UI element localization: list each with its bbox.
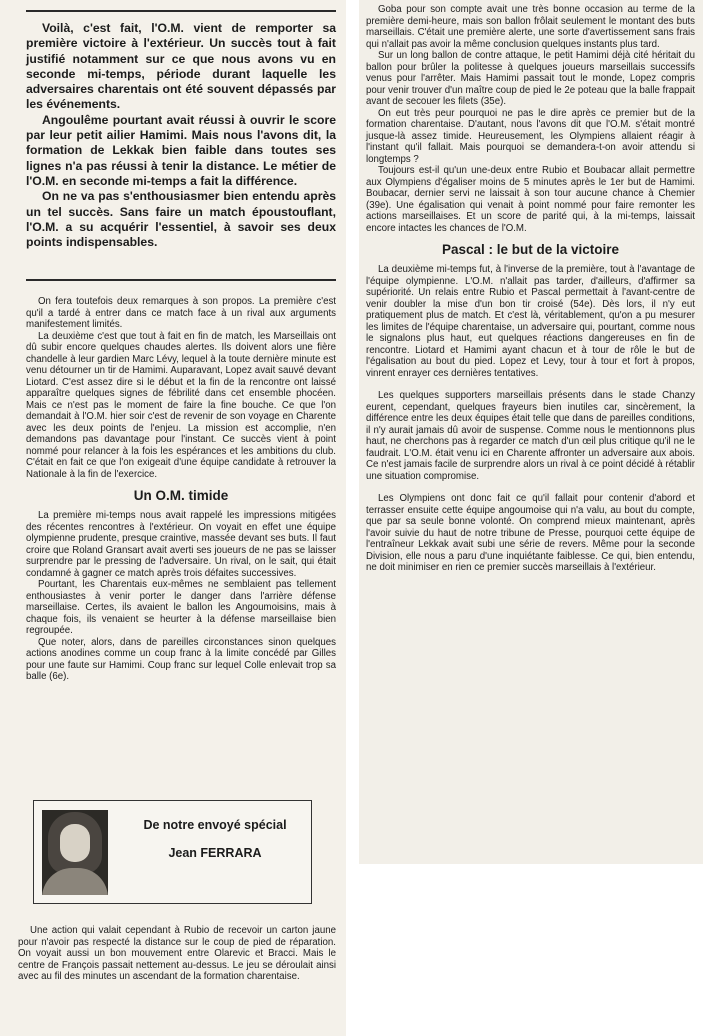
body-paragraph: Les quelques supporters marseillais présents dans le stade Chanzy eurent, cependant, quelques frayeurs bien inutiles car, sincèrement, la différence entre les deux équipes était telle que dans de pareilles conditions, il n'y aurait jamais dû avoir de suspense. Comme nous le mentionnons plus haut, ne cherchons pas à regarder ce match d'un œil plus critique qu'il ne le faudrait. L'O.M. était venu ici en Charente affronter un adversaire aux abois. Ce n'est jamais facile de surprendre alors un rival à ce point décidé à rétablir une situation compromise.: [366, 390, 695, 482]
body-paragraph: La deuxième c'est que tout à fait en fin de match, les Marseillais ont dû subir encore quelques chaudes alertes. Ils doivent alors une fière chandelle à leur gardien Marc Lévy, lequel à la toute dernière minute est venu détourner un tir de Hamimi. Auparavant, Lopez avait sauvé devant Liotard. C'est assez dire si le début et la fin de la rencontre ont laissé apparaître quelques signes de fébrilité dans cet ensemble phocéen. Mais ce n'est pas le moment de faire la fine bouche. Ce que l'on demandait à l'O.M. hier soir c'est de revenir de son voyage en Charente avec les deux points de l'enjeu. La mission est accomplie, n'en demandons pas davantage pour l'instant. Ce succès vient à point nommé pour relancer à la fois les espérances et les ambitions du club. C'était en fait ce que l'on exigeait d'une équipe candidate à retrouver la Nationale à la fin de l'exercice.: [26, 330, 336, 480]
left-column: [26, 296, 336, 683]
intro-paragraph: Angoulême pourtant avait réussi à ouvrir le score par leur petit ailier Hamimi. Mais nous l'avons dit, la formation de Lekkak bien faible dans toutes ses lignes n'a pas réussi à tenir la distance. Le métier de l'O.M. en seconde mi-temps a fait la différence.: [26, 112, 336, 188]
byline-author: Jean FERRARA: [168, 846, 262, 860]
body-paragraph: Goba pour son compte avait une très bonne occasion au terme de la première demi-heure, mais son ballon frôlait seulement le montant des buts marseillais. C'était une première alerte, une sorte d'avertissement sans frais qui n'allait pas avoir la même conclusion quelques instants plus tard.: [366, 4, 695, 50]
body-paragraph: On eut très peur pourquoi ne pas le dire après ce premier but de la formation charentaise. D'autant, nous l'avons dit que l'O.M. s'était montré jusque-là assez timide. Heureusement, les Olympiens allaient réagir à l'instant qu'il fallait. Mais pourquoi se demandera-t-on avoir attendu si longtemps ?: [366, 107, 695, 165]
right-column: [366, 4, 695, 574]
body-paragraph: Pourtant, les Charentais eux-mêmes ne semblaient pas tellement enthousiastes à venir porter le danger dans l'arrière défense marseillaise. Certes, ils avaient le ballon les Angoumoisins, mais à chaque fois, ils venaient se heurter à la défense marseillaise bien regroupée.: [26, 579, 336, 636]
byline-box: [33, 800, 312, 904]
author-photo: [42, 810, 108, 895]
intro-paragraph: Voilà, c'est fait, l'O.M. vient de remporter sa première victoire à l'extérieur. Un succès tout à fait justifié notamment sur ce que nous avons vu en seconde mi-temps, période durant laquelle les adversaires charentais ont été souvent dépassés par les événements.: [26, 21, 336, 112]
body-paragraph: La deuxième mi-temps fut, à l'inverse de la première, tout à l'avantage de l'équipe olympienne. L'O.M. n'allait pas tarder, d'ailleurs, d'affirmer sa supériorité. Un relais entre Rubio et Pascal permettait à l'avant-centre de venir doubler la mise d'un bon tir croisé (54e). Dès lors, il n'y eut pratiquement plus de match. Et c'est là, véritablement, qu'on a pu mesurer les limites de l'équipe charentaise, un adversaire qui, pourtant, comme nous le signalons plus haut, eut quelques réactions dangereuses en fin de rencontre. Liotard et Hamimi ayant chacun et à tour de rôle le but de l'égalisation au bout du pied. Lopez et Levy, tour à tour et fort à propos, vinrent enrayer ces dernières tentatives.: [366, 264, 695, 379]
body-paragraph: Sur un long ballon de contre attaque, le petit Hamimi déjà cité héritait du ballon pour brûler la politesse à quelques joueurs marseillais successifs venus pour l'arrêter. Mais Hamimi passait tout le monde, Lopez compris pour venir trouver d'un maître coup de pied le 2e poteau que la balle frappait avant de secouer les filets (35e).: [366, 50, 695, 107]
body-paragraph: La première mi-temps nous avait rappelé les impressions mitigées des récentes rencontres à l'extérieur. On voyait en effet une équipe olympienne prudente, presque craintive, massée devant ses buts. Il faut croire que Roland Gransart avait averti ses joueurs de ne pas se laisser surprendre par le pressing de l'adversaire. Un rival, on le sait, qui était condamné à gagner ce match après trois défaites successives.: [26, 510, 336, 579]
top-rule: [26, 10, 336, 12]
lead-divider-rule: [26, 279, 336, 281]
body-paragraph: Les Olympiens ont donc fait ce qu'il fallait pour contenir d'abord et terrasser ensuite cette équipe angoumoise qui n'a valu, au bout du compte, que par sa seule bonne volonté. On comprend mieux maintenant, après l'avoir suivie du haut de notre tribune de Presse, pourquoi cette équipe de l'entraîneur Lekkak avait subi une série de revers. Même pour la seconde Division, elle nous a paru d'une inquiétante faiblesse. Ce qui, bien entendu, ne doit minimiser en rien ce premier succès marseillais à l'extérieur.: [366, 493, 695, 573]
byline-label: De notre envoyé spécial: [143, 818, 287, 832]
intro-paragraph: On ne va pas s'enthousiasmer bien entendu après un tel succès. Sans faire un match époustouflant, l'O.M. a su acquérir l'essentiel, à savoir ses deux points indispensables.: [26, 189, 336, 250]
body-paragraph: Toujours est-il qu'un une-deux entre Rubio et Boubacar allait permettre aux Olympiens d'égaliser moins de 5 minutes après le 1er but de Hamimi. Boubacar, dernier servi ne laissait à son tour aucune chance à Chemier (39e). Une égalisation qui venait à point nommé pour faire remonter les actions marseillaises. Et un score de parité qui, à la mi-temps, laissait encore intactes les chances de l'O.M.: [366, 165, 695, 234]
body-paragraph: Une action qui valait cependant à Rubio de recevoir un carton jaune pour n'avoir pas respecté la distance sur le coup de pied de réparation. On voyait aussi un bon mouvement entre Olarevic et Bracci. Mais le centre de François passait nettement au-dessus. Le jeu se déroulait ainsi avec au fil des minutes un ascendant de la formation charentaise.: [18, 925, 336, 982]
section-heading-timide: Un O.M. timide: [133, 488, 229, 503]
body-paragraph: On fera toutefois deux remarques à son propos. La première c'est qu'il a tardé à entrer dans ce match face à un rival aux arguments manifestement limités.: [26, 296, 336, 330]
body-paragraph: Que noter, alors, dans de pareilles circonstances sinon quelques actions anodines comme un coup franc à la limite concédé par Gilles pour une faute sur Hamimi. Coup franc sur lequel Colle enlevait trop sa balle (6e).: [26, 636, 336, 682]
intro-lead: [26, 21, 336, 250]
left-column-end: [18, 925, 336, 983]
section-heading-pascal: Pascal : le but de la victoire: [441, 242, 620, 257]
